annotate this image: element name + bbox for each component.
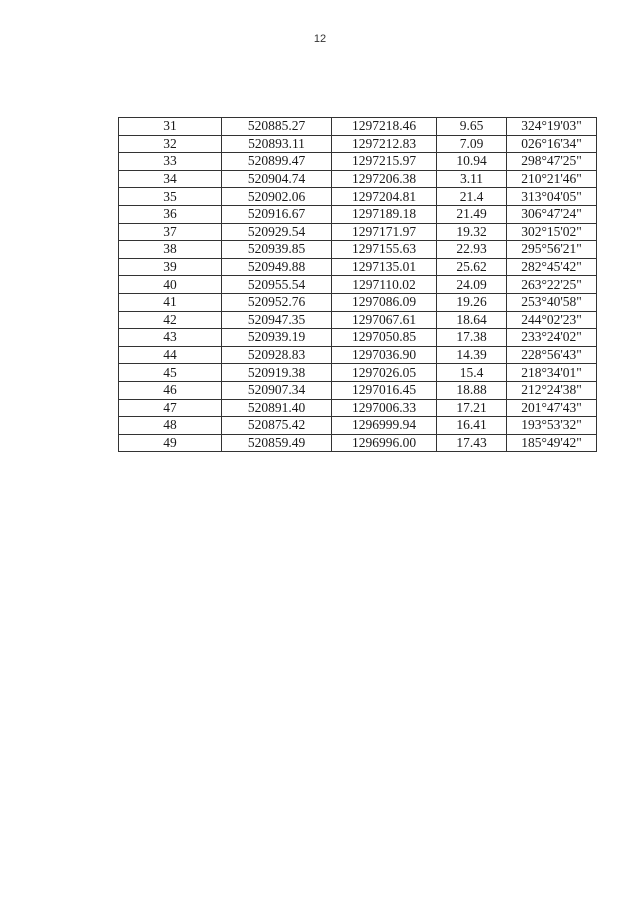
table-row <box>119 188 597 206</box>
table-row <box>119 417 597 435</box>
point-number-cell: 41 <box>119 293 222 311</box>
point-number-cell: 46 <box>119 381 222 399</box>
table-row <box>119 118 597 136</box>
x-coordinate-cell: 520904.74 <box>222 170 332 188</box>
table-row <box>119 399 597 417</box>
distance-cell: 16.41 <box>437 417 507 435</box>
point-number-cell: 49 <box>119 434 222 452</box>
direction-angle-cell: 201°47'43" <box>507 399 597 417</box>
distance-cell: 14.39 <box>437 346 507 364</box>
x-coordinate-cell: 520928.83 <box>222 346 332 364</box>
distance-cell: 10.94 <box>437 153 507 171</box>
y-coordinate-cell: 1296996.00 <box>332 434 437 452</box>
y-coordinate-cell: 1297218.46 <box>332 118 437 136</box>
direction-angle-cell: 026°16'34" <box>507 135 597 153</box>
direction-angle-cell: 263°22'25" <box>507 276 597 294</box>
x-coordinate-cell: 520947.35 <box>222 311 332 329</box>
point-number-cell: 31 <box>119 118 222 136</box>
point-number-cell: 45 <box>119 364 222 382</box>
direction-angle-cell: 185°49'42" <box>507 434 597 452</box>
table-row <box>119 153 597 171</box>
x-coordinate-cell: 520952.76 <box>222 293 332 311</box>
y-coordinate-cell: 1297026.05 <box>332 364 437 382</box>
point-number-cell: 48 <box>119 417 222 435</box>
x-coordinate-cell: 520902.06 <box>222 188 332 206</box>
point-number-cell: 42 <box>119 311 222 329</box>
distance-cell: 19.26 <box>437 293 507 311</box>
x-coordinate-cell: 520929.54 <box>222 223 332 241</box>
table-row <box>119 241 597 259</box>
table-row <box>119 205 597 223</box>
distance-cell: 19.32 <box>437 223 507 241</box>
x-coordinate-cell: 520939.19 <box>222 329 332 347</box>
direction-angle-cell: 324°19'03" <box>507 118 597 136</box>
distance-cell: 18.64 <box>437 311 507 329</box>
x-coordinate-cell: 520919.38 <box>222 364 332 382</box>
coordinates-table <box>118 117 597 452</box>
point-number-cell: 38 <box>119 241 222 259</box>
y-coordinate-cell: 1297006.33 <box>332 399 437 417</box>
distance-cell: 22.93 <box>437 241 507 259</box>
distance-cell: 3.11 <box>437 170 507 188</box>
x-coordinate-cell: 520885.27 <box>222 118 332 136</box>
y-coordinate-cell: 1297171.97 <box>332 223 437 241</box>
x-coordinate-cell: 520916.67 <box>222 205 332 223</box>
distance-cell: 9.65 <box>437 118 507 136</box>
y-coordinate-cell: 1297204.81 <box>332 188 437 206</box>
direction-angle-cell: 193°53'32" <box>507 417 597 435</box>
y-coordinate-cell: 1297206.38 <box>332 170 437 188</box>
table-row <box>119 223 597 241</box>
direction-angle-cell: 302°15'02" <box>507 223 597 241</box>
y-coordinate-cell: 1297189.18 <box>332 205 437 223</box>
distance-cell: 17.21 <box>437 399 507 417</box>
x-coordinate-cell: 520891.40 <box>222 399 332 417</box>
table-row <box>119 434 597 452</box>
table-row <box>119 293 597 311</box>
table-row <box>119 329 597 347</box>
direction-angle-cell: 210°21'46" <box>507 170 597 188</box>
x-coordinate-cell: 520955.54 <box>222 276 332 294</box>
x-coordinate-cell: 520907.34 <box>222 381 332 399</box>
y-coordinate-cell: 1297215.97 <box>332 153 437 171</box>
x-coordinate-cell: 520859.49 <box>222 434 332 452</box>
table-row <box>119 170 597 188</box>
direction-angle-cell: 313°04'05" <box>507 188 597 206</box>
direction-angle-cell: 228°56'43" <box>507 346 597 364</box>
distance-cell: 17.43 <box>437 434 507 452</box>
table-row <box>119 276 597 294</box>
y-coordinate-cell: 1296999.94 <box>332 417 437 435</box>
direction-angle-cell: 244°02'23" <box>507 311 597 329</box>
distance-cell: 25.62 <box>437 258 507 276</box>
direction-angle-cell: 218°34'01" <box>507 364 597 382</box>
distance-cell: 18.88 <box>437 381 507 399</box>
x-coordinate-cell: 520949.88 <box>222 258 332 276</box>
point-number-cell: 44 <box>119 346 222 364</box>
direction-angle-cell: 295°56'21" <box>507 241 597 259</box>
point-number-cell: 34 <box>119 170 222 188</box>
point-number-cell: 40 <box>119 276 222 294</box>
point-number-cell: 33 <box>119 153 222 171</box>
x-coordinate-cell: 520875.42 <box>222 417 332 435</box>
point-number-cell: 32 <box>119 135 222 153</box>
table-row <box>119 381 597 399</box>
point-number-cell: 36 <box>119 205 222 223</box>
direction-angle-cell: 298°47'25" <box>507 153 597 171</box>
table-row <box>119 346 597 364</box>
x-coordinate-cell: 520899.47 <box>222 153 332 171</box>
x-coordinate-cell: 520893.11 <box>222 135 332 153</box>
direction-angle-cell: 282°45'42" <box>507 258 597 276</box>
table-row <box>119 364 597 382</box>
y-coordinate-cell: 1297155.63 <box>332 241 437 259</box>
direction-angle-cell: 212°24'38" <box>507 381 597 399</box>
direction-angle-cell: 233°24'02" <box>507 329 597 347</box>
point-number-cell: 35 <box>119 188 222 206</box>
y-coordinate-cell: 1297135.01 <box>332 258 437 276</box>
page-number: 12 <box>313 33 327 45</box>
y-coordinate-cell: 1297067.61 <box>332 311 437 329</box>
y-coordinate-cell: 1297036.90 <box>332 346 437 364</box>
coordinates-table-body <box>119 118 597 452</box>
direction-angle-cell: 253°40'58" <box>507 293 597 311</box>
point-number-cell: 37 <box>119 223 222 241</box>
distance-cell: 21.49 <box>437 205 507 223</box>
y-coordinate-cell: 1297212.83 <box>332 135 437 153</box>
table-row <box>119 258 597 276</box>
table-row <box>119 135 597 153</box>
y-coordinate-cell: 1297016.45 <box>332 381 437 399</box>
distance-cell: 7.09 <box>437 135 507 153</box>
point-number-cell: 43 <box>119 329 222 347</box>
distance-cell: 24.09 <box>437 276 507 294</box>
direction-angle-cell: 306°47'24" <box>507 205 597 223</box>
point-number-cell: 47 <box>119 399 222 417</box>
y-coordinate-cell: 1297086.09 <box>332 293 437 311</box>
y-coordinate-cell: 1297050.85 <box>332 329 437 347</box>
y-coordinate-cell: 1297110.02 <box>332 276 437 294</box>
distance-cell: 17.38 <box>437 329 507 347</box>
point-number-cell: 39 <box>119 258 222 276</box>
table-row <box>119 311 597 329</box>
x-coordinate-cell: 520939.85 <box>222 241 332 259</box>
distance-cell: 21.4 <box>437 188 507 206</box>
distance-cell: 15.4 <box>437 364 507 382</box>
